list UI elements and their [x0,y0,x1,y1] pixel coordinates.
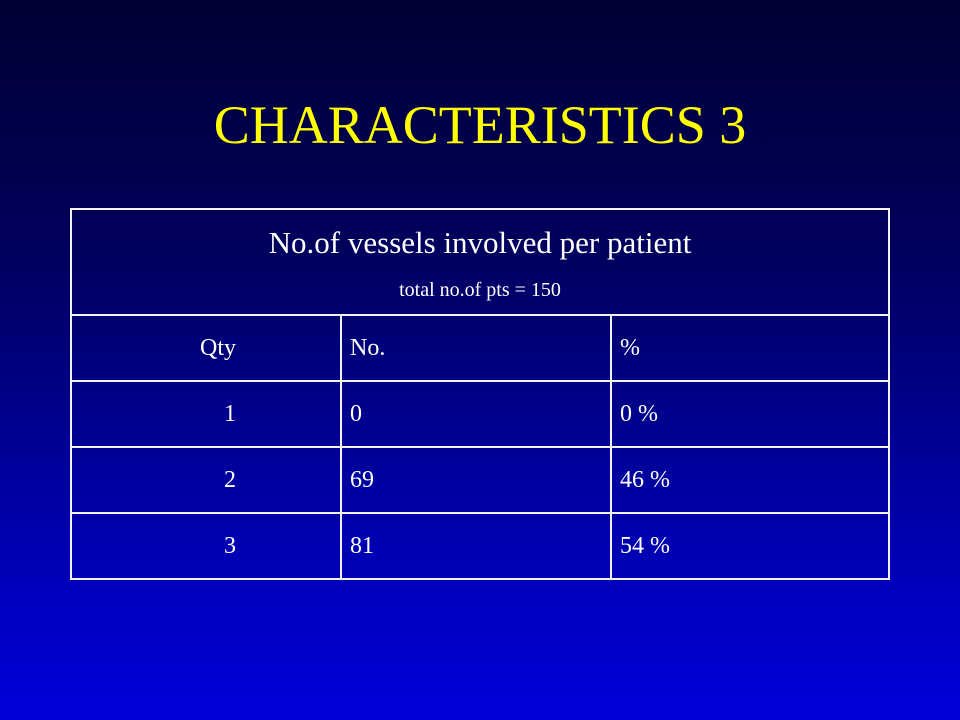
cell-no: 81 [341,513,611,579]
table-caption-row [71,209,889,315]
header-qty: Qty [71,315,341,381]
table-caption-cell [71,209,889,315]
vessels-table [70,208,890,580]
cell-percent: 46 % [611,447,889,513]
table-row [71,513,889,579]
table-subcaption: total no.of pts = 150 [399,279,561,301]
cell-no: 69 [341,447,611,513]
table-row [71,381,889,447]
table-caption: No.of vessels involved per patient [268,225,692,260]
cell-percent: 54 % [611,513,889,579]
slide-title: CHARACTERISTICS 3 [213,95,747,155]
header-no: No. [341,315,611,381]
cell-qty: 2 [71,447,341,513]
cell-no: 0 [341,381,611,447]
cell-qty: 1 [71,381,341,447]
table-row [71,447,889,513]
header-percent: % [611,315,889,381]
cell-qty: 3 [71,513,341,579]
cell-percent: 0 % [611,381,889,447]
table-header-row [71,315,889,381]
